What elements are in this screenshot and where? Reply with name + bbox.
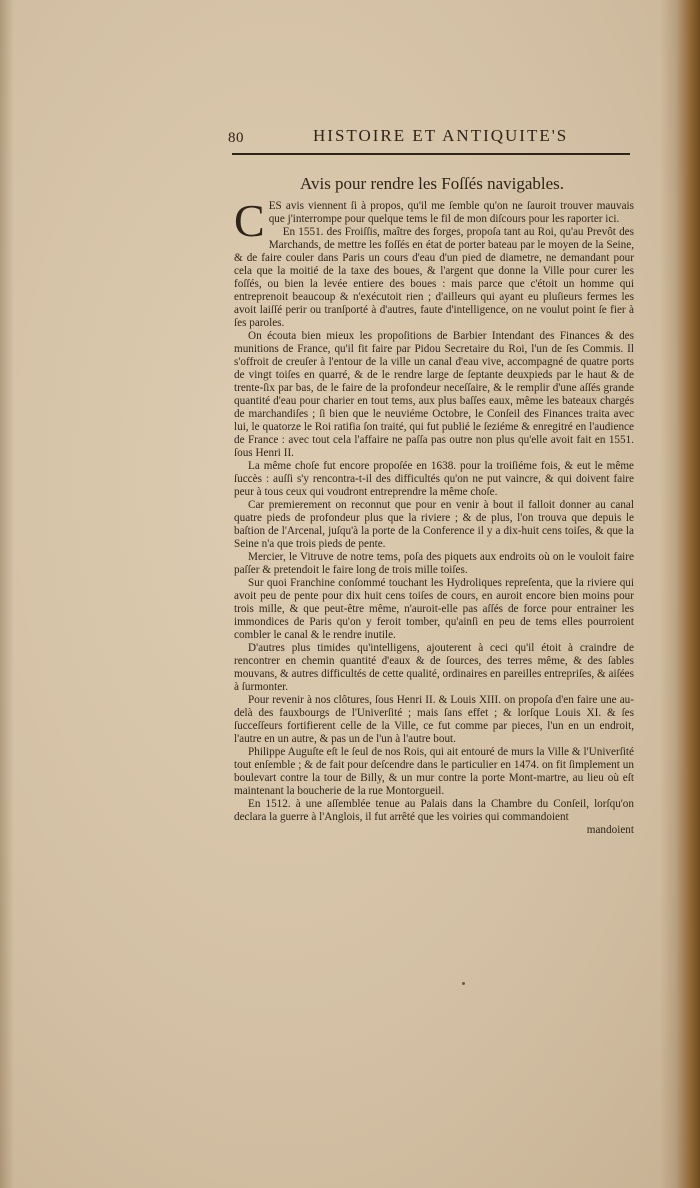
paragraph: On écouta bien mieux les propoſitions de Barbier Intendant des Finances & des munitions de France, qu'il fit faire par Pidou Secretaire du Roi, l'un de ſes Commis. Il s'offroit de creuſer à l'entour de la ville un canal d'eau vive, accompagné de quatre ports de vingt toiſes en quarré, & de le rendre large de ſeptante deuxpieds par le haut & de trente-ſix par bas, de le faire de la profondeur neceſſaire, & le remplir d'une aſſés grande quantité d'eau pour charier en tout tems, aux plus baſſes eaux, même les bateaux chargés de marchandiſes ; ſi bien que le neuviéme Octobre, le Conſeil des Finances traita avec lui, le quatorze le Roi ratifia ſon traité, qui fut publié le ſeziéme & enregitré en l'audience de France : avec tout cela l'affaire ne paſſa pas outre non plus qu'elle avoit fait en 1551. ſous Henri II. — [234, 330, 634, 459]
page-header — [228, 126, 632, 150]
paragraph: Philippe Auguſte eſt le ſeul de nos Rois, qui ait entouré de murs la Ville & l'Univerſité tout enſemble ; & de fait pour deſcendre dans le particulier en 1474. on fit ſimplement un boulevart contre la tour de Billy, & un mur contre la porte Mont-martre, au lieu où eſt maintenant la boucherie de la rue Montorgueil. — [234, 746, 634, 797]
running-title: HISTOIRE ET ANTIQUITE'S — [313, 126, 569, 145]
paragraph: D'autres plus timides qu'intelligens, ajouterent à ceci qu'il étoit à craindre de rencontrer en chemin quantité d'eaux & de ſources, des terres même, & des ſables mouvans, & autres difficultés de cette qualité, ordinaires en pareilles entrepriſes, & aiſées à ſurmonter. — [234, 642, 634, 693]
paragraph: En 1512. à une aſſemblée tenue au Palais dans la Chambre du Conſeil, lorſqu'on declara la guerre à l'Anglois, il fut arrêté que les voiries qui commandoient — [234, 798, 634, 823]
paragraph: Mercier, le Vitruve de notre tems, poſa des piquets aux endroits où on le vouloit faire paſſer & pretendoit le faire long de trois mille toiſes. — [234, 551, 634, 576]
paragraph: En 1551. des Froiſſis, maître des forges, propoſa tant au Roi, qu'au Prevôt des Marchands, de mettre les foſſés en état de porter bateau par le moyen de la Seine, & de faire couler dans Paris un cours d'eau d'un pied de diametre, ne demandant pour cela que la moitié de la taxe des boues, & l'argent que donne la Ville pour curer les foſſés, ou bien la levée entiere des boues : mais parce que c'étoit un homme qui entreprenoit beaucoup & n'exécutoit rien ; d'ailleurs qui ayant eu pluſieurs fermes les avoit laiſſé perir ou tranſporté à d'autres, faute d'intelligence, on ne voulut point ſe fier à ſes paroles. — [234, 226, 634, 329]
header-rule — [232, 153, 630, 155]
paragraph: Pour revenir à nos clôtures, ſous Henri II. & Louis XIII. on propoſa d'en faire une au-delà des fauxbourgs de l'Univerſité ; mais ſans effet ; & lorſque Louis XI. & ſes ſucceſſeurs fortifierent celle de la Ville, ce fut comme par pieces, l'un en un endroit, l'autre en un autre, & pas un de l'un à l'autre bout. — [234, 694, 634, 745]
paragraph — [234, 195, 634, 246]
paper-speck — [462, 982, 465, 985]
paragraph: Sur quoi Franchine conſommé touchant les Hydroliques repreſenta, que la riviere qui avoit peu de pente pour dix huit cens toiſes de cours, en auroit encore bien moins pour trois mille, & que peut-être même, n'auroit-elle pas aſſés de force pour entrainer les immondices de Paris qu'on y feroit tomber, qu'ainſi en peu de tems elles pourroient combler le canal & le rendre inutile. — [234, 577, 634, 641]
body-text — [234, 195, 634, 837]
paragraph-text: ES avis viennent ſi à propos, qu'il me ſemble qu'on ne ſauroit trouver mauvais que j'interrompe pour quelque tems le fil de mon diſcours pour les raporter ici. — [268, 200, 634, 225]
paragraph: Car premierement on reconnut que pour en venir à bout il falloit donner au canal quatre pieds de profondeur plus que la riviere ; & de plus, l'on trouva que depuis le baſtion de l'Arcenal, juſqu'à la porte de la Conference il y a dix-huit cens toiſes, & que la Seine n'a que trois pieds de pente. — [234, 499, 634, 550]
paragraph: La même choſe fut encore propoſée en 1638. pour la troiſiéme fois, & eut le même ſuccès : auſſi s'y rencontra-t-il des difficultés qu'on ne put vaincre, & qui doivent faire peur à tous ceux qui voudront entreprendre la même choſe. — [234, 460, 634, 498]
section-title: Avis pour rendre les Foſſés navigables. — [299, 174, 565, 193]
page-gutter-shadow — [0, 0, 14, 1188]
catchword: mandoient — [586, 824, 634, 836]
page-number: 80 — [228, 130, 244, 146]
drop-cap: C — [234, 195, 265, 246]
page-edge — [660, 0, 700, 1188]
